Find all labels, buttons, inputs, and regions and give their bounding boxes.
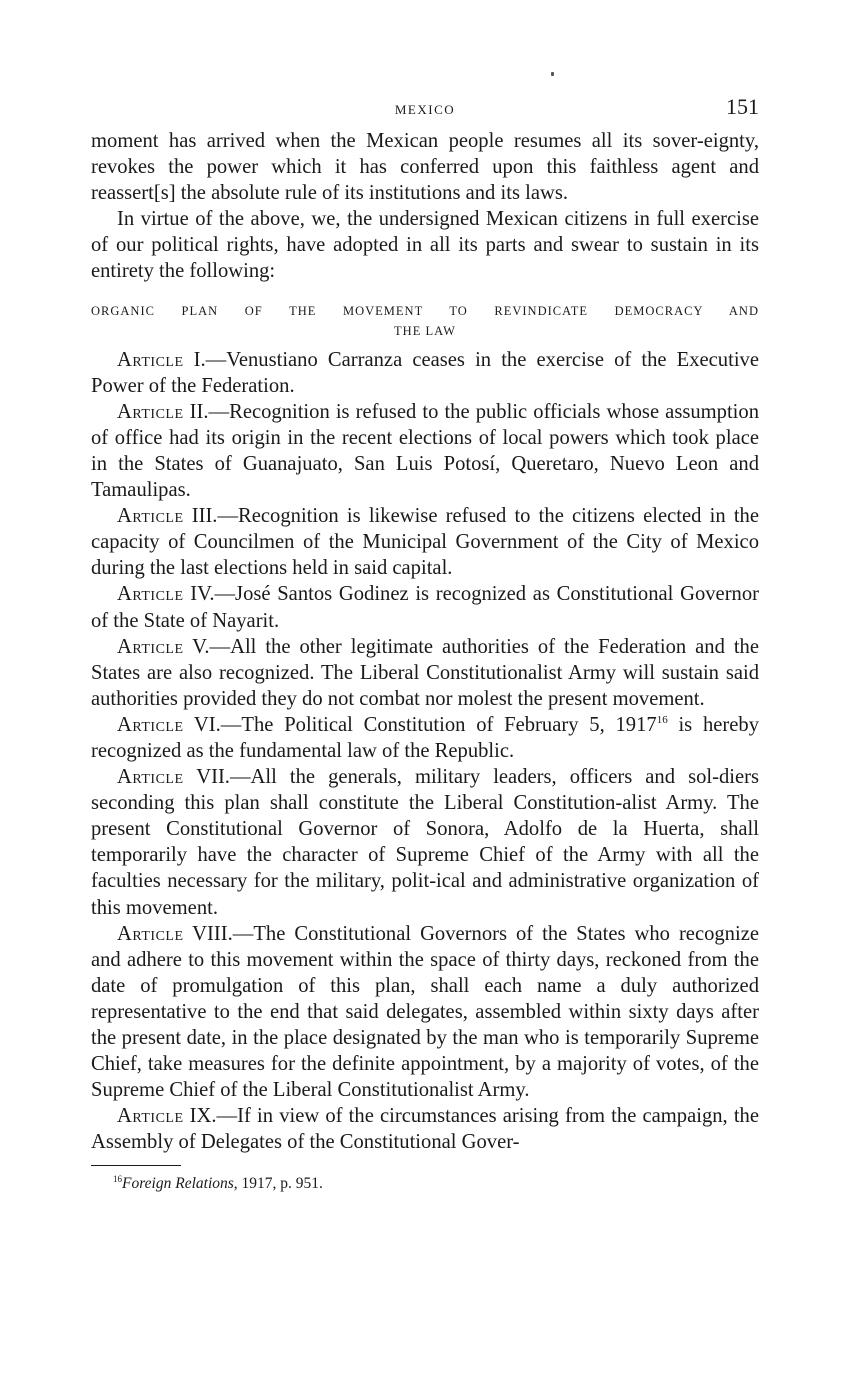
article-label: Article <box>117 505 184 528</box>
article-text: VIII.—The Constitutional Governors of the States who recognize and adhere to this movement within the space of thirty days, reckoned from the date of promulgation of this plan, shall each name a duly authorized representative to the end that said delegates, assembled within sixty days after the present date, in the place designated by the man who is temporarily Supreme Chief, take measures for the definite appointment, by a majority of votes, of the Supreme Chief of the Liberal Constitutionalist Army. <box>91 922 759 1102</box>
article-label: Article <box>117 922 184 945</box>
article-text-after: is hereby recognized as the fundamental law of the Republic. <box>91 713 759 762</box>
article-1 <box>91 347 759 399</box>
footnote-source: Foreign Relations <box>122 1175 234 1193</box>
page-body <box>91 128 759 1155</box>
article-5 <box>91 634 759 712</box>
article-text: IX.—If in view of the circumstances arising from the campaign, the Assembly of Delegates of the Constitutional Gover- <box>91 1105 759 1154</box>
article-text: IV.—José Santos Godinez is recognized as Constitutional Governor of the State of Nayarit. <box>91 583 759 632</box>
article-4 <box>91 581 759 633</box>
article-label: Article <box>117 713 184 736</box>
article-text: II.—Recognition is refused to the public officials whose assumption of office had its origin in the recent elections of local powers which took place in the States of Guanajuato, San Luis Potosí, Queretaro, Nuevo Leon and Tamaulipas. <box>91 400 759 502</box>
footnote-marker: 16 <box>113 1174 122 1185</box>
article-text: VII.—All the generals, military leaders, officers and sol-diers seconding this plan shall constitute the Liberal Constitution-alist Army. The present Constitutional Governor of Sonora, Adolfo de la Huerta, shall temporarily have the character of Supreme Chief of the Army with all the faculties necessary for the military, polit-ical and administrative organization of this movement. <box>91 766 759 919</box>
section-title-line-2: THE LAW <box>394 323 456 338</box>
article-2 <box>91 399 759 503</box>
page-header <box>91 92 759 128</box>
article-7 <box>91 764 759 921</box>
article-text: III.—Recognition is likewise refused to the citizens elected in the capacity of Councilmen of the Municipal Government of the City of Mexico during the last elections held in said capital. <box>91 505 759 580</box>
running-head: MEXICO <box>394 102 456 117</box>
intro-paragraph-1: moment has arrived when the Mexican people resumes all its sover-eignty, revokes the power which it has conferred upon this faithless agent and reassert[s] the absolute rule of its institutions and its laws. <box>91 130 759 205</box>
article-label: Article <box>117 348 184 371</box>
section-title <box>91 301 759 341</box>
article-9 <box>91 1103 759 1155</box>
footnote-rule <box>91 1165 181 1166</box>
article-label: Article <box>117 400 184 423</box>
article-text: V.—All the other legitimate authorities of the Federation and the States are also recognized. The Liberal Constitutionalist Army will sustain said authorities provided they do not combat nor molest the present movement. <box>91 635 759 710</box>
article-label: Article <box>117 583 184 606</box>
scan-speck <box>551 72 554 76</box>
article-text: I.—Venustiano Carranza ceases in the exercise of the Executive Power of the Federation. <box>91 348 759 397</box>
article-label: Article <box>117 1105 184 1128</box>
footnote-ref: 16 <box>656 714 668 727</box>
section-title-line-1: ORGANIC PLAN OF THE MOVEMENT TO REVINDICATE DEMOCRACY AND <box>91 303 759 318</box>
article-label: Article <box>117 766 184 789</box>
article-8 <box>91 921 759 1104</box>
book-page <box>91 92 759 1194</box>
article-label: Article <box>117 635 184 658</box>
page-number: 151 <box>726 94 759 119</box>
footnote-citation: , 1917, p. 951. <box>233 1175 323 1193</box>
article-6 <box>91 712 759 764</box>
footnote <box>91 1174 759 1194</box>
intro-paragraph-2: In virtue of the above, we, the undersigned Mexican citizens in full exercise of our political rights, have adopted in all its parts and swear to sustain in its entirety the following: <box>91 208 759 283</box>
article-text: VI.—The Political Constitution of February 5, 1917 <box>183 713 657 736</box>
article-3 <box>91 503 759 581</box>
